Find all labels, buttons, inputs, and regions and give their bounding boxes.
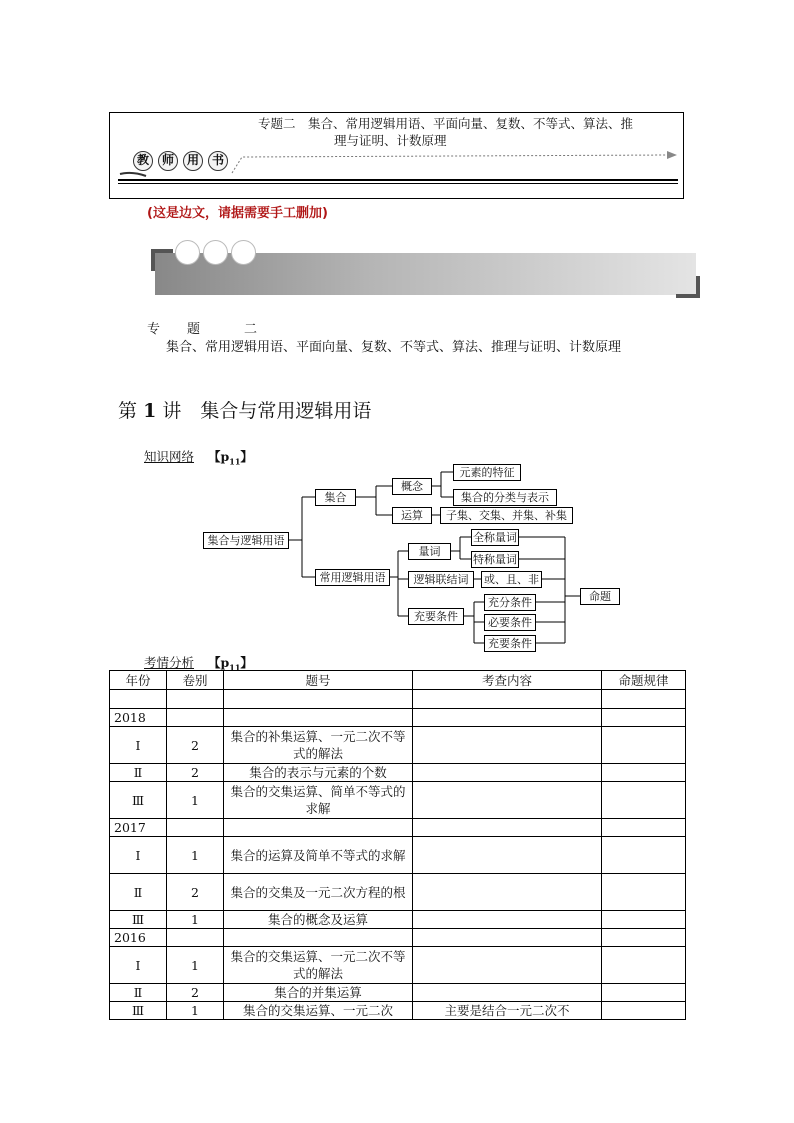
table-cell: 主要是结合一元二次不 [413, 1002, 602, 1020]
table-row [110, 837, 686, 874]
table-cell: Ⅲ [110, 1002, 167, 1020]
table-cell [413, 690, 602, 709]
seal-teacher-1: 教 [133, 151, 153, 171]
node-universal-quantifier: 全称量词 [473, 531, 517, 544]
table-cell [224, 690, 413, 709]
table-cell: 集合的运算及简单不等式的求解 [224, 837, 413, 874]
node-root: 集合与逻辑用语 [203, 532, 289, 549]
node-set-operations: 子集、交集、并集、补集 [440, 507, 573, 524]
table-cell: Ⅰ [110, 727, 167, 764]
topic-char-1: 专 [147, 322, 161, 337]
table-cell: Ⅲ [110, 782, 167, 819]
table-cell [110, 690, 167, 709]
table-cell [602, 874, 686, 911]
table-cell [224, 709, 413, 727]
table-cell [167, 690, 224, 709]
lecture-number: 1 [143, 400, 157, 422]
node-proposition: 命题 [580, 588, 620, 605]
node-quantifier: 量词 [408, 543, 451, 560]
topic-subtitle: 集合、常用逻辑用语、平面向量、复数、不等式、算法、推理与证明、计数原理 [166, 340, 622, 355]
table-cell: 2 [167, 984, 224, 1002]
table-row [110, 911, 686, 929]
col-header-paper: 卷别 [167, 671, 224, 690]
col-header-content: 考查内容 [413, 671, 602, 690]
table-row [110, 690, 686, 709]
node-element-feature: 元素的特征 [453, 464, 521, 481]
node-existential-quantifier: 特称量词 [473, 553, 517, 566]
table-cell: Ⅰ [110, 947, 167, 984]
table-row [110, 1002, 686, 1020]
table-cell: Ⅲ [110, 911, 167, 929]
node-set: 集合 [315, 489, 356, 506]
topic-char-2: 题 [187, 322, 201, 337]
table-cell [602, 947, 686, 984]
table-cell [602, 984, 686, 1002]
node-sufficient-condition: 充分条件 [484, 594, 536, 611]
table-cell [602, 837, 686, 874]
table-cell: 2 [167, 727, 224, 764]
table-row [110, 727, 686, 764]
table-cell [413, 782, 602, 819]
table-row [110, 874, 686, 911]
node-iff-condition: 充要条件 [484, 635, 536, 652]
table-cell: 集合的补集运算、一元二次不等式的解法 [224, 727, 413, 764]
table-cell [602, 929, 686, 947]
table-cell: 1 [167, 782, 224, 819]
table-cell [413, 947, 602, 984]
node-logical-connective: 逻辑联结词 [408, 571, 474, 588]
col-header-pattern: 命题规律 [602, 671, 686, 690]
table-cell [602, 709, 686, 727]
node-operation: 运算 [392, 507, 432, 524]
table-cell [413, 727, 602, 764]
col-header-question: 题号 [224, 671, 413, 690]
table-cell: 1 [167, 911, 224, 929]
table-cell: 2 [167, 874, 224, 911]
table-cell: 2016 [110, 929, 167, 947]
table-cell: 集合的交集及一元二次方程的根 [224, 874, 413, 911]
node-concept: 概念 [392, 478, 432, 495]
table-cell [413, 874, 602, 911]
table-cell [413, 709, 602, 727]
table-cell [167, 819, 224, 837]
table-cell [602, 819, 686, 837]
table-cell [413, 837, 602, 874]
exam-analysis-table [109, 670, 686, 1020]
table-cell [224, 929, 413, 947]
table-cell: 1 [167, 1002, 224, 1020]
table-cell [602, 764, 686, 782]
seal-teacher-4: 书 [208, 151, 228, 171]
table-header-row [110, 671, 686, 690]
table-row [110, 782, 686, 819]
header-title-line1: 专题二 集合、常用逻辑用语、平面向量、复数、不等式、算法、推 [258, 116, 634, 131]
table-cell [413, 819, 602, 837]
table-cell [602, 1002, 686, 1020]
table-row [110, 764, 686, 782]
table-cell: 1 [167, 837, 224, 874]
table-cell [413, 984, 602, 1002]
table-cell [413, 911, 602, 929]
table-cell [602, 782, 686, 819]
section-knowledge-ref: 【$p_{11}$】 [208, 449, 253, 467]
node-logic-terms: 常用逻辑用语 [315, 569, 390, 586]
node-connective-words: 或、且、非 [481, 571, 542, 588]
table-cell: 集合的概念及运算 [224, 911, 413, 929]
table-cell: 集合的交集运算、一元二次不等式的解法 [224, 947, 413, 984]
table-cell: 2017 [110, 819, 167, 837]
table-cell: Ⅱ [110, 874, 167, 911]
table-cell: 1 [167, 947, 224, 984]
table-cell: 2 [167, 764, 224, 782]
table-row [110, 984, 686, 1002]
section-knowledge-label: 知识网络 [144, 449, 195, 464]
table-row [110, 819, 686, 837]
table-row [110, 929, 686, 947]
table-cell [413, 764, 602, 782]
table-cell: 2018 [110, 709, 167, 727]
table-cell: 集合的交集运算、简单不等式的求解 [224, 782, 413, 819]
node-necessary-sufficient: 充要条件 [408, 608, 464, 625]
table-cell [602, 911, 686, 929]
table-cell: Ⅰ [110, 837, 167, 874]
table-cell [413, 929, 602, 947]
table-cell [602, 690, 686, 709]
side-note: (这是边文，请据需要手工删加) [147, 206, 328, 221]
table-cell: Ⅱ [110, 764, 167, 782]
header-title-line2: 理与证明、计数原理 [334, 133, 447, 148]
table-cell [167, 929, 224, 947]
section-analysis-ref: 【$p_{11}$】 [208, 655, 253, 673]
node-set-classification: 集合的分类与表示 [453, 489, 557, 506]
table-row [110, 947, 686, 984]
table-cell [167, 709, 224, 727]
node-necessary-condition: 必要条件 [484, 614, 536, 631]
table-row [110, 709, 686, 727]
section-analysis-label: 考情分析 [144, 655, 195, 670]
seal-teacher-3: 用 [183, 151, 203, 171]
table-cell [602, 727, 686, 764]
lecture-prefix: 第 [118, 400, 138, 422]
col-header-year: 年份 [110, 671, 167, 690]
table-cell: 集合的并集运算 [224, 984, 413, 1002]
table-cell: 集合的表示与元素的个数 [224, 764, 413, 782]
lecture-suffix: 讲 集合与常用逻辑用语 [162, 400, 372, 422]
topic-char-3: 二 [244, 322, 258, 337]
seal-teacher-2: 师 [158, 151, 178, 171]
table-cell: Ⅱ [110, 984, 167, 1002]
table-cell: 集合的交集运算、一元二次 [224, 1002, 413, 1020]
table-cell [224, 819, 413, 837]
